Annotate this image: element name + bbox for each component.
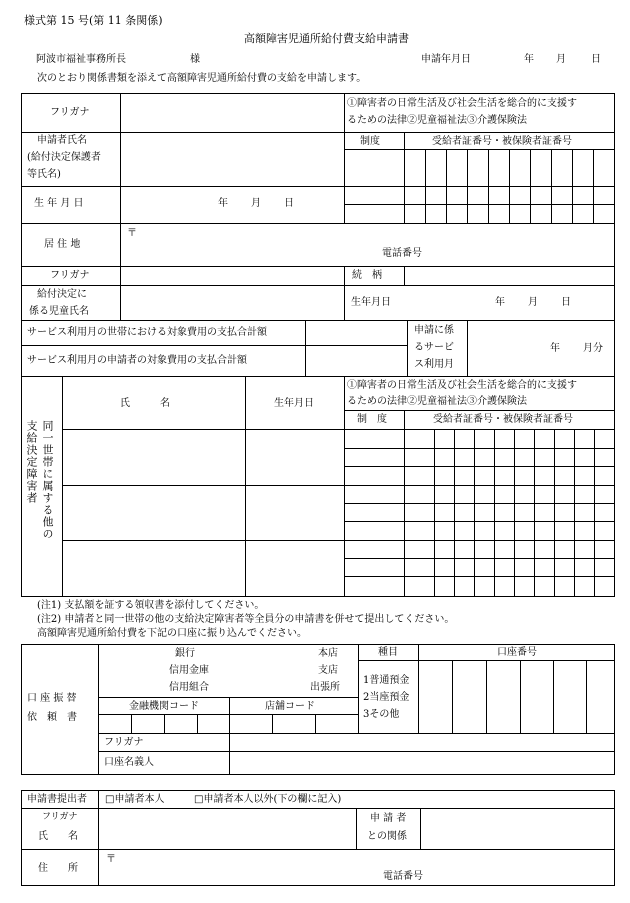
child-birth-label: 生年月日: [351, 297, 391, 308]
child-birth-month[interactable]: 月: [528, 297, 538, 308]
intro-text: 次のとおり関係書類を添えて高額障害児通所給付費の支給を申請します。: [37, 73, 367, 84]
household-total-label: サービス利用月の世帯における対象費用の支払合計額: [27, 327, 267, 338]
applicant-phone-label: 電話番号: [382, 248, 422, 259]
bank-furigana-label: フリガナ: [104, 737, 144, 748]
submitter-postal-mark: 〒: [106, 854, 116, 865]
applicant-name-label-2: (給付決定保護者: [27, 152, 101, 163]
kind-option-1[interactable]: 1普通預金: [363, 675, 410, 686]
service-year[interactable]: 年: [550, 343, 560, 354]
bank-type-kumiai[interactable]: 信用組合: [169, 682, 209, 693]
branch-type-branch[interactable]: 支店: [318, 665, 338, 676]
bank-section-label-2: 依 頼 書: [27, 712, 77, 723]
child-furigana-label: フリガナ: [50, 270, 90, 281]
child-birth-year[interactable]: 年: [495, 297, 505, 308]
child-name-label-1: 給付決定に: [37, 289, 87, 300]
bank-type-bank[interactable]: 銀行: [175, 648, 195, 659]
account-holder-label: 口座名義人: [104, 757, 154, 768]
submitter-phone-label: 電話番号: [383, 871, 423, 882]
others-system-header: 制 度: [357, 414, 387, 425]
service-month[interactable]: 月分: [583, 343, 603, 354]
service-month-label-1: 申請に係: [414, 325, 454, 336]
applicant-birth-day[interactable]: 日: [284, 198, 294, 209]
application-date-label: 申請年月日: [421, 54, 471, 65]
kind-option-2[interactable]: 2当座預金: [363, 692, 410, 703]
kind-option-3[interactable]: 3その他: [363, 709, 400, 720]
applicant-name-label-3: 等氏名): [27, 169, 61, 180]
branch-type-office[interactable]: 出張所: [310, 682, 340, 693]
applicant-birth-month[interactable]: 月: [251, 198, 261, 209]
submitter-furigana-label: フリガナ: [42, 812, 78, 822]
note-2: (注2) 申請者と同一世帯の他の支給決定障害者等全員分の申請書を併せて提出してください。: [37, 614, 455, 625]
applicant-law-line2: るための法律②児童福祉法③介護保険法: [347, 115, 527, 126]
account-kind-header: 種目: [378, 647, 398, 658]
applicant-total-label: サービス利用月の申請者の対象費用の支払合計額: [27, 355, 247, 366]
addressee-honorific: 様: [190, 54, 200, 65]
submitter-name-label: 氏 名: [38, 831, 78, 842]
applicant-postal-mark: 〒: [127, 228, 137, 239]
submitter-option-self[interactable]: □申請者本人: [105, 794, 165, 805]
institution-code-label: 金融機関コード: [129, 701, 199, 712]
branch-type-main[interactable]: 本店: [318, 648, 338, 659]
applicant-birth-year[interactable]: 年: [218, 198, 228, 209]
others-law-line2: るための法律②児童福祉法③介護保険法: [347, 396, 527, 407]
form-number: 様式第 15 号(第 11 条関係): [24, 14, 163, 27]
submitter-option-other[interactable]: □申請者本人以外(下の欄に記入): [194, 794, 342, 805]
child-name-label-2: 係る児童氏名: [29, 306, 89, 317]
addressee-name: 阿波市福祉事務所長: [36, 54, 126, 65]
submitter-label: 申請書提出者: [27, 794, 87, 805]
applicant-birth-label: 生 年 月 日: [34, 198, 84, 209]
service-month-label-2: るサービ: [414, 342, 454, 353]
branch-code-label: 店舗コード: [265, 701, 315, 712]
note-1: (注1) 支払額を証する領収書を添付してください。: [37, 600, 265, 611]
child-birth-day[interactable]: 日: [561, 297, 571, 308]
others-outer-label: 支給決定障害者: [25, 420, 38, 504]
others-birth-header: 生年月日: [274, 398, 314, 409]
bank-section-label-1: 口 座 振 替: [27, 693, 77, 704]
child-relation-label: 続 柄: [352, 270, 382, 281]
others-law-line1: ①障害者の日常生活及び社会生活を総合的に支援す: [347, 380, 577, 391]
submitter-address-label: 住 所: [38, 863, 78, 874]
bank-type-shinkin[interactable]: 信用金庫: [169, 665, 209, 676]
submitter-relation-label-2: との関係: [367, 831, 407, 842]
applicant-system-header: 制度: [360, 136, 380, 147]
others-cert-no-header: 受給者証番号・被保険者証番号: [433, 414, 573, 425]
application-year[interactable]: 年: [524, 54, 534, 65]
submitter-relation-label-1: 申 請 者: [370, 813, 407, 824]
account-number-header: 口座番号: [497, 647, 537, 658]
others-name-header: 氏 名: [120, 398, 170, 409]
others-inner-label: 同一世帯に属する他の: [41, 420, 54, 540]
service-month-label-3: ス利用月: [414, 359, 454, 370]
applicant-cert-no-header: 受給者証番号・被保険者証番号: [432, 136, 572, 147]
application-day[interactable]: 日: [591, 54, 601, 65]
applicant-name-label-1: 申請者氏名: [37, 135, 87, 146]
applicant-address-label: 居 住 地: [44, 239, 81, 250]
application-month[interactable]: 月: [556, 54, 566, 65]
applicant-law-line1: ①障害者の日常生活及び社会生活を総合的に支援す: [347, 98, 577, 109]
bank-transfer-note: 高額障害児通所給付費を下記の口座に振り込んでください。: [37, 628, 307, 639]
applicant-furigana-label: フリガナ: [50, 107, 90, 118]
page-title: 高額障害児通所給付費支給申請書: [244, 32, 409, 45]
